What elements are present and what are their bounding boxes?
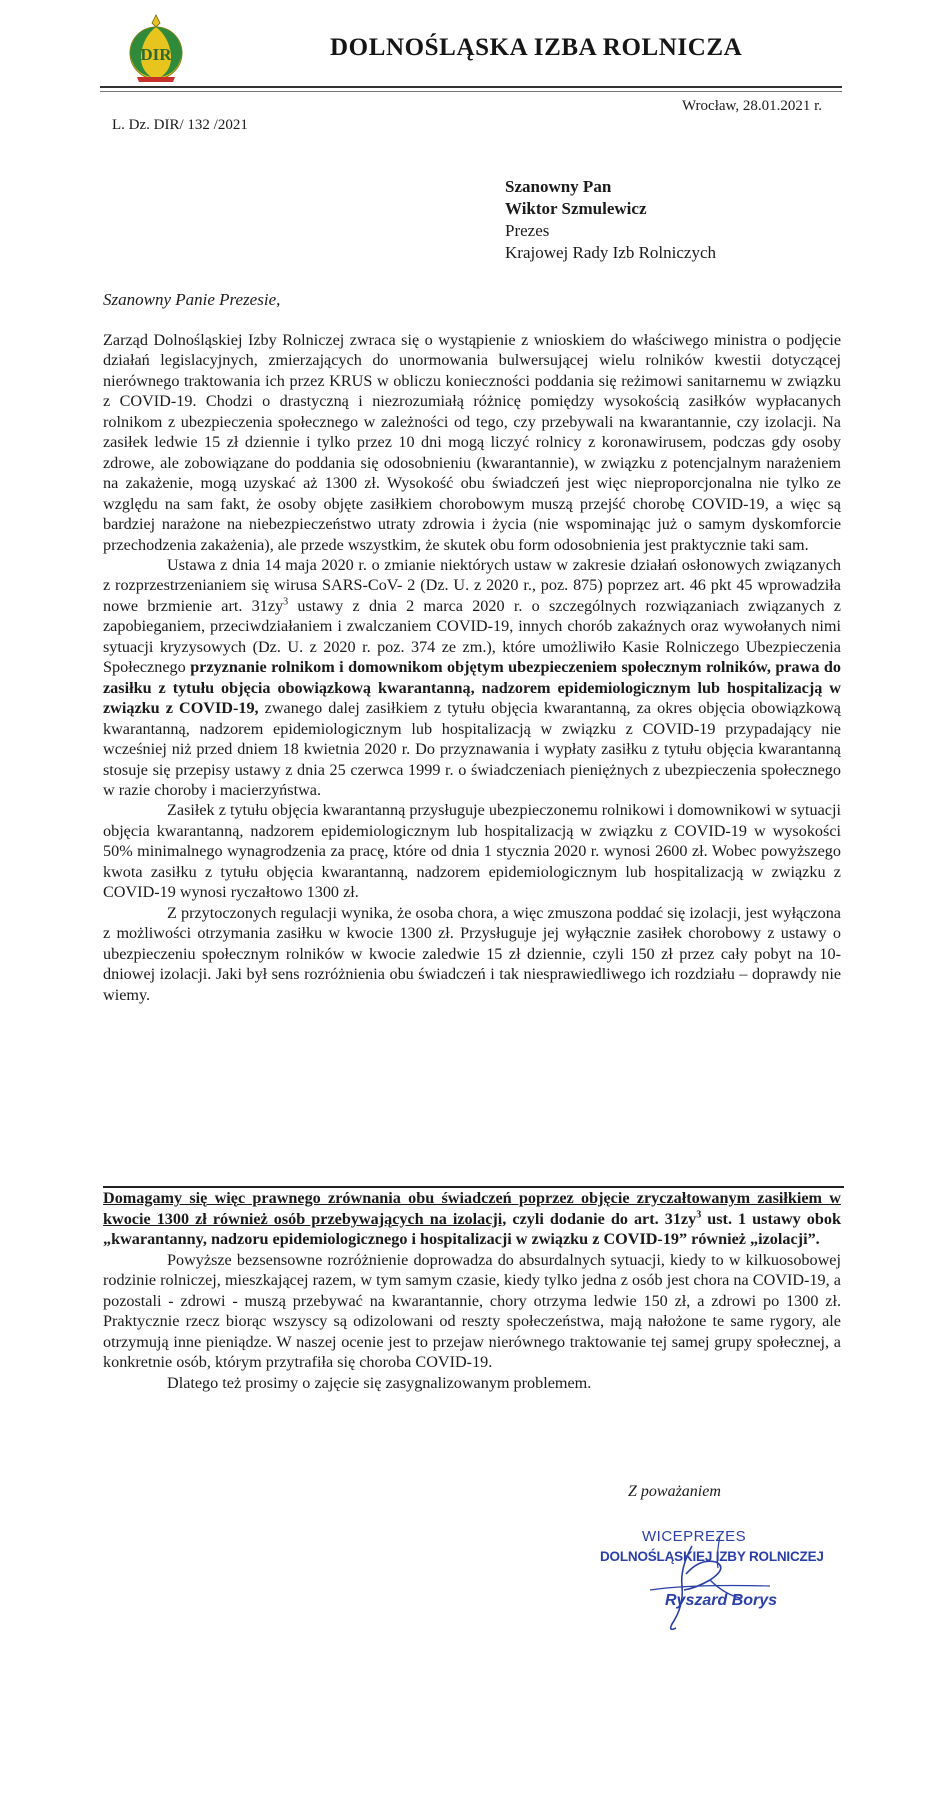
reference-number: L. Dz. DIR/ 132 /2021 <box>112 117 248 133</box>
paragraph-5: Powyższe bezsensowne rozróżnienie doprowadza do absurdalnych sytuacji, kiedy to w kilkuosobowej rodzinie rolniczej, mieszkającej razem, w tym samym czasie, kiedy tylko jedna z osób jest chora na COVID-19, a pozostali - zdrowi - muszą przebywać na kwarantannie, chory otrzyma ledwie 150 zł, a zdrowi po 1300 zł. Praktycznie rzecz biorąc wszyscy są odizolowani od reszty społeczeństwa, mają nałożone te same rygory, ale otrzymują inne pieniądze. W naszej ocenie jest to przejaw nierównego traktowanie tej samej grupy społecznej, a konkretnie osób, którym przytrafiła się choroba COVID-19. <box>103 1250 841 1371</box>
paragraph-4: Z przytoczonych regulacji wynika, że osoba chora, a więc zmuszona poddać się izolacji, jest wyłączona z możliwości otrzymania zasiłku w kwocie 1300 zł. Przysługuje jej wyłącznie zasiłek chorobowy z ustawy o ubezpieczeniu społecznym rolników w kwocie zaledwie 15 zł dziennie, czyli 150 zł przez cały pobyt na 10-dniowej izolacji. Jaki był sens rozróżnienia obu świadczeń i tak niesprawiedliwego ich rozdziału – doprawdy nie wiemy. <box>103 903 841 1004</box>
header-rule <box>100 86 842 88</box>
paragraph-6: Dlatego też prosimy o zajęcie się zasygnalizowanym problemem. <box>167 1373 592 1392</box>
svg-text:DIR: DIR <box>140 45 172 64</box>
paragraph-3: Zasiłek z tytułu objęcia kwarantanną przysługuje ubezpieczonemu rolnikowi i domownikowi w sytuacji objęcia kwarantanną, nadzorem epidemiologicznym lub hospitalizacją w związku z COVID-19 w wysokości 50% minimalnego wynagrodzenia za pracę, które od dnia 1 stycznia 2020 r. wynosi 2600 zł. Wobec powyższego kwota zasiłku z tytułu objęcia kwarantanną, nadzorem epidemiologicznym lub hospitalizacją w związku z COVID-19 wynosi ryczałtowo 1300 zł. <box>103 801 841 902</box>
addressee-salutation: Szanowny Pan <box>505 177 612 196</box>
salutation: Szanowny Panie Prezesie, <box>103 290 281 309</box>
paragraph-2: Ustawa z dnia 14 maja 2020 r. o zmianie niektórych ustaw w zakresie działań osłonowych związanych z rozprzestrzenianiem się wirusa SARS-CoV- 2 (Dz. U. z 2020 r., poz. 875) poprzez art. 46 pkt 45 wprowadziła nowe brzmienie art. $31zy^3$ ustawy z dnia 2 marca 2020 r. o szczególnych rozwiązaniach związanych z zapobieganiem, przeciwdziałaniem i zwalczaniem COVID-19, innych chorób zakaźnych oraz wywołanych nimi sytuacji kryzysowych (Dz. U. z 2020 r. poz. 374 ze zm.), które umożliwiło Kasie Rolniczego Ubezpieczenia Społecznego przyznanie rolnikom i domownikom objętym ubezpieczeniem społecznym rolników, prawa do zasiłku z tytułu objęcia obowiązkową kwarantanną, nadzorem epidemiologicznym lub hospitalizacją w związku z COVID-19, zwanego dalej zasiłkiem z tytułu objęcia kwarantanną, za okres objęcia obowiązkową kwarantanną, nadzorem epidemiologicznym lub hospitalizacją w związku z COVID-19 przypadający nie wcześniej niż przed dniem 18 kwietnia 2020 r. Do przyznawania i wypłaty zasiłku z tytułu objęcia kwarantanną stosuje się przepisy ustawy z dnia 25 czerwca 1999 r. o świadczeniach pieniężnych z ubezpieczenia społecznego w razie choroby i macierzyństwa. <box>103 555 841 799</box>
organization-name: DOLNOŚLĄSKA IZBA ROLNICZA <box>330 34 743 61</box>
dir-logo <box>121 13 191 83</box>
demand-section <box>103 1188 841 1393</box>
signatory-name: Ryszard Borys <box>665 1592 778 1609</box>
handwritten-signature <box>620 1528 800 1638</box>
stamp-organization: DOLNOŚLĄSKIEJ IZBY ROLNICZEJ <box>600 1549 824 1564</box>
addressee-title: Prezes <box>505 221 550 240</box>
closing: Z poważaniem <box>628 1483 721 1500</box>
letter-date: Wrocław, 28.01.2021 r. <box>682 98 823 114</box>
paragraph-1: Zarząd Dolnośląskiej Izby Rolniczej zwraca się o wystąpienie z wnioskiem do właściwego ministra o podjęcie działań legislacyjnych, zmierzających do unormowania bulwersującej wielu rolników kwestii dotyczącej nierównego traktowania ich przez KRUS w obliczu konieczności poddania się reżimowi sanitarnemu w związku z COVID-19. Chodzi o drastyczną i niezrozumiałą różnicę pomiędzy wysokością zasiłków wypłacanych rolnikom z ubezpieczenia społecznego w zależności od tego, czy przebywali na kwarantannie, czy izolacji. Na zasiłek ledwie 15 zł dziennie i tylko przez 10 dni mogą liczyć rolnicy z koronawirusem, podczas gdy osoby zdrowe, ale zobowiązane do poddania się odosobnieniu (kwarantannie), w związku z potencjalnym narażeniem na zakażenie, mogą uzyskać aż 1300 zł. Wysokość obu świadczeń jest więc nieproporcjonalna nie tylko ze względu na sam fakt, że osoby objęte zasiłkiem chorobowym muszą przejść chorobę COVID-19, a więc są bardziej narażone na niebezpieczeństwo utraty zdrowia i życia (nie wspominając już o samym dyskomforcie przechodzenia zakażenia), ale przede wszystkim, że skutek obu form odosobnienia jest praktycznie taki sam. <box>103 331 841 554</box>
demand-paragraph: Domagamy się więc prawnego zrównania obu świadczeń poprzez objęcie zryczałtowanym zasiłkiem w kwocie 1300 zł również osób przebywających na izolacji, czyli dodanie do art. $31zy^3$ ust. 1 ustawy obok „kwarantanny, nadzoru epidemiologicznego i hospitalizacji w związku z COVID-19” również „izolacji”. <box>103 1189 841 1248</box>
addressee-name: Wiktor Szmulewicz <box>505 199 647 218</box>
header-rule-thin <box>100 91 842 92</box>
letter-body <box>103 330 841 1005</box>
stamp-title: WICEPREZES <box>642 1528 747 1545</box>
addressee-block <box>505 176 716 264</box>
addressee-organization: Krajowej Rady Izb Rolniczych <box>505 243 717 262</box>
